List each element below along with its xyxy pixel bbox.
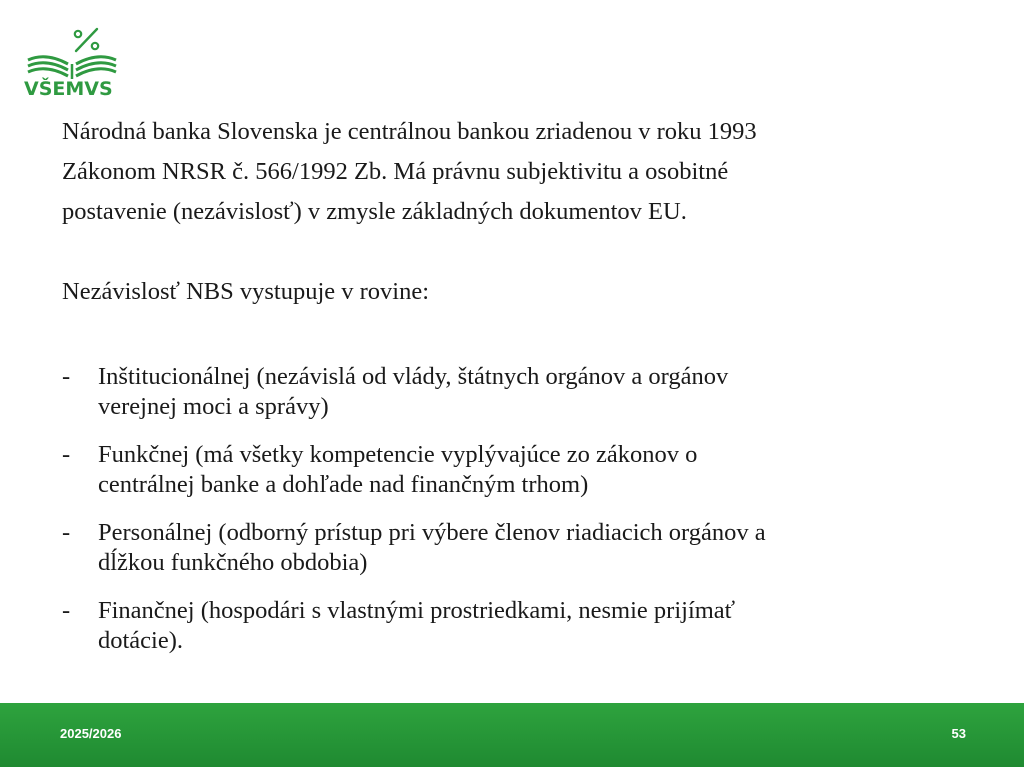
- book-percent-logo-icon: [22, 24, 122, 84]
- list-item-line-1: Funkčnej (má všetky kompetencie vyplývajúce zo zákonov o: [98, 441, 698, 468]
- list-dash: -: [62, 363, 71, 390]
- list-item: [62, 440, 982, 500]
- list-item-line-2: dotácie).: [98, 627, 184, 654]
- list-dash: -: [62, 441, 71, 468]
- footer-bar: [0, 703, 1024, 767]
- list-item-line-2: centrálnej banke a dohľade nad finančným trhom): [98, 471, 589, 498]
- list-item-line-1: Finančnej (hospodári s vlastnými prostriedkami, nesmie prijímať: [98, 597, 736, 624]
- logo-text-vs: VS: [84, 78, 113, 100]
- logo-text: [24, 78, 113, 100]
- independence-heading: Nezávislosť NBS vystupuje v rovine:: [62, 278, 430, 305]
- list-item-line-1: Personálnej (odborný prístup pri výbere členov riadiacich orgánov a: [98, 519, 766, 546]
- list-item: [62, 518, 982, 578]
- slide-page-number: 53: [951, 726, 966, 741]
- footer-academic-year: 2025/2026: [60, 726, 122, 741]
- list-item: [62, 362, 982, 422]
- vsemvs-logo: [22, 24, 122, 104]
- list-item-line-2: dĺžkou funkčného obdobia): [98, 549, 368, 576]
- list-dash: -: [62, 519, 71, 546]
- list-item-line-1: Inštitucionálnej (nezávislá od vlády, štátnych orgánov a orgánov: [98, 363, 729, 390]
- slide-body: [62, 112, 982, 312]
- list-item-line-2: verejnej moci a správy): [98, 393, 329, 420]
- intro-line-2: Zákonom NRSR č. 566/1992 Zb. Má právnu subjektivitu a osobitné: [62, 158, 729, 185]
- logo-text-vsem: VŠEM: [24, 78, 85, 100]
- intro-line-1: Národná banka Slovenska je centrálnou bankou zriadenou v roku 1993: [62, 118, 757, 145]
- intro-line-3: postavenie (nezávislosť) v zmysle základných dokumentov EU.: [62, 198, 687, 225]
- independence-list: [62, 362, 982, 674]
- list-dash: -: [62, 597, 71, 624]
- list-item: [62, 596, 982, 656]
